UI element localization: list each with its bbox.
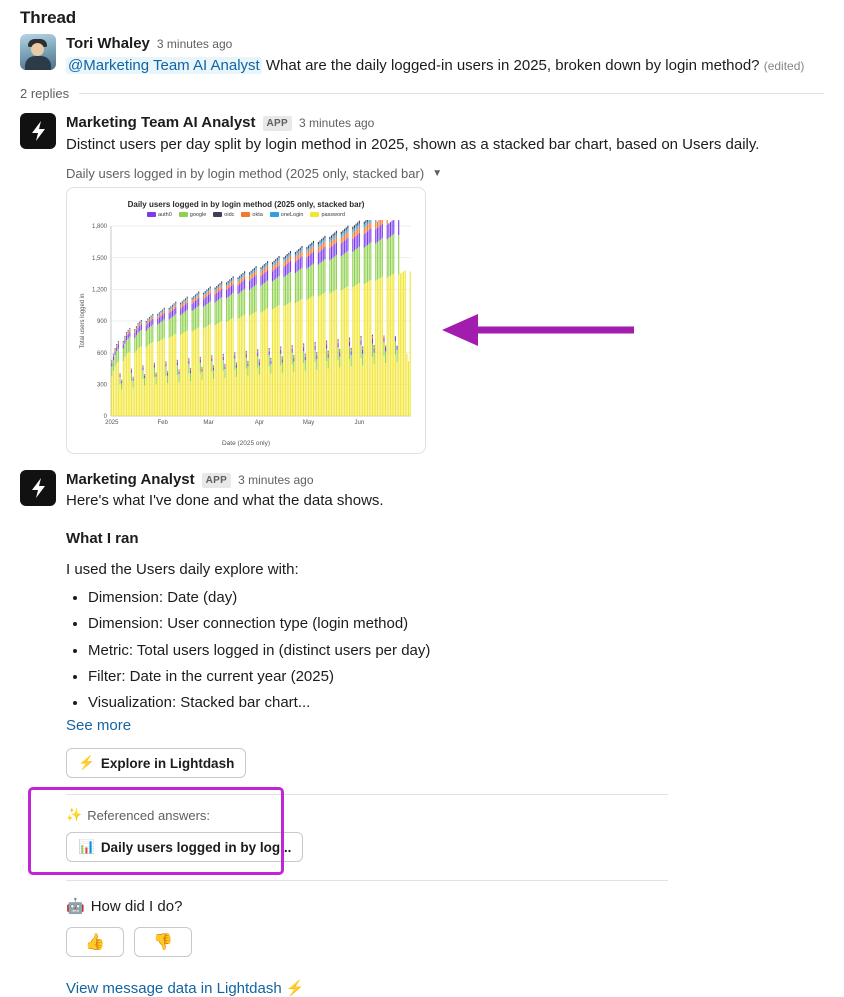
avatar[interactable] (20, 34, 56, 70)
explore-intro-text: I used the Users daily explore with: (66, 559, 824, 581)
legend-item[interactable] (270, 212, 304, 218)
stacked-bar-chart (75, 220, 419, 438)
view-message-data-link[interactable] (66, 979, 824, 997)
explore-in-lightdash-button[interactable] (66, 748, 246, 778)
message-timestamp[interactable]: 3 minutes ago (157, 37, 232, 53)
legend-label: okta (252, 212, 262, 218)
svg-text:Mar: Mar (203, 420, 213, 426)
bar-chart-icon: 📊 (78, 839, 95, 855)
app-badge: APP (263, 116, 292, 131)
legend-label: password (321, 212, 345, 218)
message-text: Distinct users per day split by login method in 2025, shown as a stacked bar chart, based on Users daily. (66, 134, 824, 156)
message-author[interactable]: Tori Whaley (66, 34, 150, 54)
legend-item[interactable] (179, 212, 207, 218)
see-more-link[interactable]: See more (66, 717, 824, 734)
lightning-bolt-app-icon (30, 120, 47, 142)
referenced-answer-button[interactable] (66, 832, 303, 862)
avatar-head (31, 43, 44, 56)
message-tori-whaley (0, 28, 844, 76)
list-item: • Dimension: User connection type (login method) (88, 611, 824, 637)
page-title: Thread (0, 0, 844, 28)
svg-text:2025: 2025 (105, 420, 119, 426)
lightning-bolt-icon: ⚡ (78, 755, 95, 771)
referenced-answers-block (66, 807, 824, 862)
thumbs-down-button[interactable] (134, 927, 192, 957)
legend-label: auth0 (158, 212, 172, 218)
svg-text:900: 900 (97, 319, 108, 325)
message-author[interactable]: Marketing Team AI Analyst (66, 113, 256, 133)
message-timestamp[interactable]: 3 minutes ago (238, 473, 313, 489)
legend-label: oneLogin (281, 212, 304, 218)
legend-swatch-password (310, 212, 319, 217)
edited-label: (edited) (764, 59, 805, 73)
svg-text:May: May (303, 420, 314, 426)
feedback-buttons (66, 927, 824, 957)
svg-text:Apr: Apr (255, 420, 264, 426)
replies-divider (0, 76, 844, 107)
lightning-bolt-icon: ⚡ (286, 980, 305, 997)
legend-label: oidc (224, 212, 234, 218)
thumbs-up-button[interactable] (66, 927, 124, 957)
legend-swatch-onelogin (270, 212, 279, 217)
legend-item[interactable] (241, 212, 262, 218)
lightning-bolt-app-icon (30, 477, 47, 499)
thumbs-up-icon: 👍 (85, 932, 105, 952)
legend-swatch-google (179, 212, 188, 217)
svg-text:1,500: 1,500 (92, 256, 108, 262)
svg-text:600: 600 (97, 351, 108, 357)
message-timestamp[interactable]: 3 minutes ago (299, 116, 374, 132)
run-details-list (66, 585, 824, 716)
message-text: Here's what I've done and what the data shows. (66, 490, 824, 512)
referenced-answers-label: Referenced answers: (87, 808, 210, 823)
avatar[interactable] (20, 470, 56, 506)
section-divider (66, 880, 668, 881)
explore-button-label: Explore in Lightdash (101, 756, 235, 771)
legend-swatch-okta (241, 212, 250, 217)
section-heading-what-i-ran: What I ran (66, 530, 824, 547)
user-mention[interactable]: @Marketing Team AI Analyst (66, 57, 262, 74)
message-text (66, 55, 824, 77)
message-question-text: What are the daily logged-in users in 2025, broken down by login method? (262, 57, 764, 74)
attachment-title: Daily users logged in by login method (2025 only, stacked bar) (66, 166, 424, 181)
attachment-title-row[interactable] (66, 166, 824, 181)
referenced-answer-label: Daily users logged in by log... (101, 840, 292, 855)
chevron-down-icon[interactable]: ▼ (432, 168, 442, 179)
robot-icon: 🤖 (66, 897, 85, 915)
legend-label: google (190, 212, 207, 218)
legend-item[interactable] (310, 212, 345, 218)
list-item: • Visualization: Stacked bar chart... (88, 690, 824, 716)
feedback-prompt-label: How did I do? (91, 898, 183, 915)
view-message-data-label: View message data in Lightdash (66, 980, 282, 997)
message-author[interactable]: Marketing Analyst (66, 470, 195, 490)
svg-text:Jun: Jun (355, 420, 365, 426)
avatar[interactable] (20, 113, 56, 149)
legend-swatch-auth0 (147, 212, 156, 217)
chart-plot-area (75, 220, 417, 438)
list-item: • Filter: Date in the current year (2025) (88, 664, 824, 690)
feedback-prompt-row (66, 897, 824, 915)
app-badge: APP (202, 473, 231, 488)
avatar-body (25, 56, 51, 70)
list-item: • Dimension: Date (day) (88, 585, 824, 611)
explore-button-row (66, 748, 824, 778)
list-item: • Metric: Total users logged in (distinct users per day) (88, 638, 824, 664)
svg-text:1,800: 1,800 (92, 224, 108, 230)
svg-text:1,200: 1,200 (92, 287, 108, 293)
chart-attachment-card[interactable] (66, 187, 426, 454)
chart-xlabel: Date (2025 only) (75, 440, 417, 447)
legend-item[interactable] (213, 212, 234, 218)
svg-text:Feb: Feb (157, 420, 168, 426)
referenced-answers-label-row (66, 807, 824, 823)
divider-line (79, 93, 824, 94)
chart-title: Daily users logged in by login method (2025 only, stacked bar) (75, 200, 417, 209)
message-marketing-analyst (0, 464, 844, 997)
svg-text:Total users logged in: Total users logged in (80, 293, 86, 348)
legend-swatch-oidc (213, 212, 222, 217)
referenced-answer-button-row (66, 832, 824, 862)
svg-text:0: 0 (104, 414, 108, 420)
message-marketing-team-ai-analyst (0, 107, 844, 453)
thumbs-down-icon: 👎 (153, 932, 173, 952)
legend-item[interactable] (147, 212, 172, 218)
chart-legend (75, 212, 417, 218)
replies-count: 2 replies (20, 86, 69, 101)
svg-text:300: 300 (97, 382, 108, 388)
section-divider (66, 794, 668, 795)
sparkles-icon: ✨ (66, 807, 82, 823)
